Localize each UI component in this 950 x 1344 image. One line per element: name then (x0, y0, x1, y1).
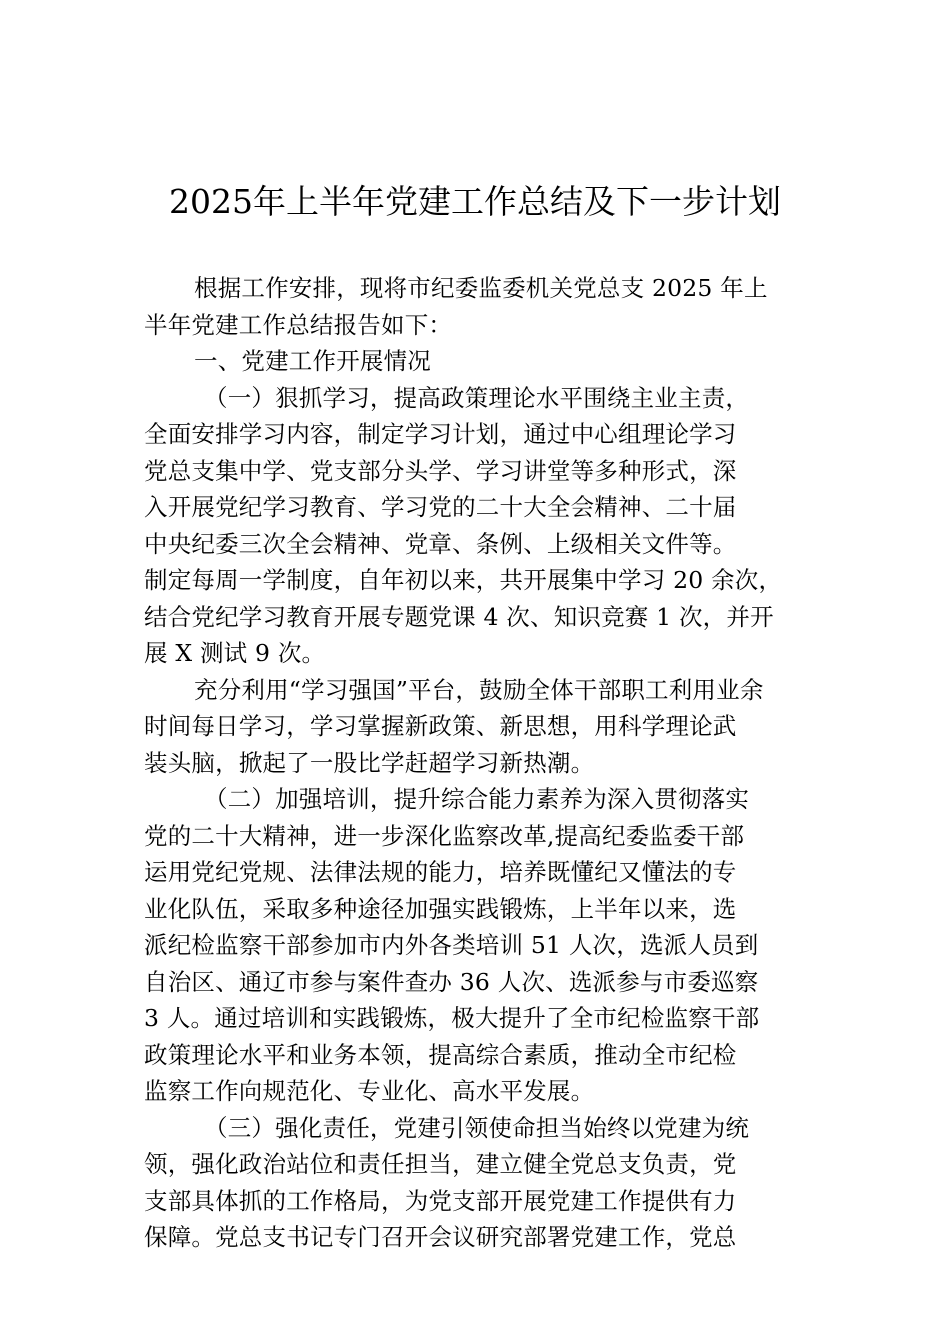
paragraph-line: 支部具体抓的工作格局，为党支部开展党建工作提供有力 (144, 1186, 737, 1215)
section-heading: 一、党建工作开展情况 (194, 347, 431, 375)
paragraph-line: 3 人。通过培训和实践锻炼，极大提升了全市纪检监察干部 (144, 1004, 760, 1032)
paragraph-line: 入开展党纪学习教育、学习党的二十大全会精神、二十届 (144, 493, 737, 521)
paragraph-line: 制定每周一学制度，自年初以来，共开展集中学习 20 余次， (144, 566, 783, 594)
paragraph-line: 领，强化政治站位和责任担当，建立健全党总支负责，党 (144, 1150, 737, 1178)
paragraph-line: 充分利用“学习强国”平台，鼓励全体干部职工利用业余 (194, 675, 764, 704)
paragraph-line: 中央纪委三次全会精神、党章、条例、上级相关文件等。 (144, 529, 737, 558)
paragraph-line: 政策理论水平和业务本领，提高综合素质，推动全市纪检 (144, 1040, 737, 1069)
paragraph-line: 党总支集中学、党支部分头学、学习讲堂等多种形式，深 (144, 456, 737, 485)
document-title: 2025年上半年党建工作总结及下一步计划 (169, 182, 781, 221)
paragraph-line: 根据工作安排，现将市纪委监委机关党总支 2025 年上 (194, 274, 768, 302)
subsection-heading: （三）强化责任，党建引领使命担当始终以党建为统 (204, 1113, 750, 1142)
document-body (144, 270, 824, 1256)
paragraph-line: 运用党纪党规、法律法规的能力，培养既懂纪又懂法的专 (144, 858, 737, 886)
paragraph-line: 党的二十大精神，进一步深化监察改革,提高纪委监委干部 (144, 821, 745, 850)
paragraph-line: 保障。党总支书记专门召开会议研究部署党建工作，党总 (144, 1223, 737, 1251)
subsection-heading: （二）加强培训，提升综合能力素养为深入贯彻落实 (204, 785, 750, 813)
paragraph-line: 半年党建工作总结报告如下： (144, 310, 453, 339)
paragraph-line: 业化队伍，采取多种途径加强实践锻炼，上半年以来，选 (144, 894, 737, 923)
paragraph-line: 派纪检监察干部参加市内外各类培训 51 人次，选派人员到 (144, 931, 759, 959)
paragraph-line: 自治区、通辽市参与案件查办 36 人次、选派参与市委巡察 (144, 967, 759, 996)
paragraph-line: 展 X 测试 9 次。 (144, 639, 326, 667)
paragraph-line: 全面安排学习内容，制定学习计划，通过中心组理论学习 (144, 420, 737, 448)
paragraph-line: 装头脑，掀起了一股比学赶超学习新热潮。 (144, 748, 595, 777)
paragraph-line: 监察工作向规范化、专业化、高水平发展。 (144, 1077, 595, 1105)
subsection-heading: （一）狠抓学习，提高政策理论水平围绕主业主责， (204, 383, 750, 412)
paragraph-line: 时间每日学习，学习掌握新政策、新思想，用科学理论武 (144, 712, 737, 740)
paragraph-line: 结合党纪学习教育开展专题党课 4 次、知识竞赛 1 次，并开 (144, 602, 774, 631)
